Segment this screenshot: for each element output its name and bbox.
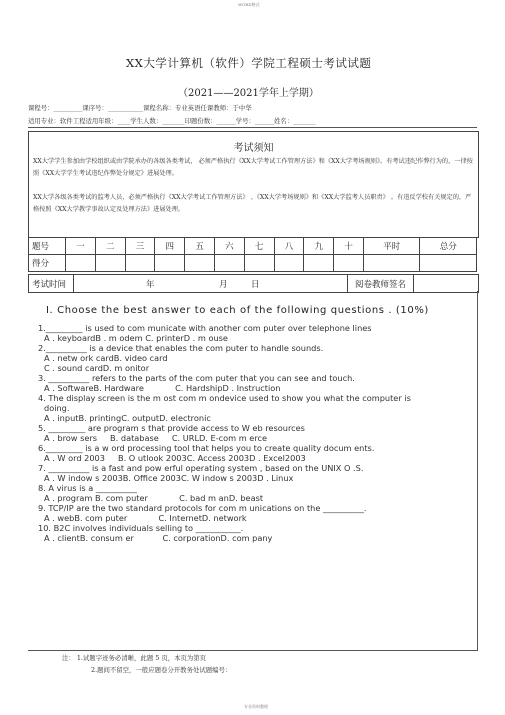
col-7: 七 xyxy=(244,238,274,255)
footer-rule xyxy=(28,650,477,651)
col-9: 九 xyxy=(304,238,334,255)
notice-paragraph-1: XX大学学生参加由学校组织或由学院承办的各级各类考试， 必须严格执行《XX大学考试工作管理方法》和《XX大学考场规则》。有考试违纪作弊行为的，一律按照《XX大学学生考试违纪作弊处分规定》进展处理。 xyxy=(33,158,473,177)
question-options: A . keyboardB . m odem C. printerD . m ouse xyxy=(44,333,228,343)
score-cell[interactable] xyxy=(185,255,215,272)
score-cell[interactable] xyxy=(420,255,477,272)
col-5: 五 xyxy=(185,238,215,255)
page-right-rule xyxy=(477,291,478,651)
exam-time-row xyxy=(28,274,479,293)
score-cell[interactable] xyxy=(244,255,274,272)
col-2: 二 xyxy=(95,238,125,255)
term: （2021——2021学年上学期） xyxy=(178,88,319,99)
score-cell[interactable] xyxy=(95,255,125,272)
question-options: A . brow sers B. database C. URLD. E-com m erce xyxy=(44,433,268,443)
notice-paragraph-2: XX大学各级各类考试的监考人员，必须严格执行《XX大学考试工作管理方法》 、《XX大学考场规则》和《XX大学监考人员职责》 。有违反学校有关规定的，严格按照《XX大学教学事故认定及处理方法》进展处理。 xyxy=(33,194,472,213)
question-options: C . sound cardD. m onitor xyxy=(44,363,150,373)
score-cell[interactable] xyxy=(304,255,334,272)
question-options: A . W indow s 2003B. Office 2003C. W indow s 2003D . Linux xyxy=(44,473,294,483)
col-8: 八 xyxy=(274,238,304,255)
question-options: A . netw ork cardB. video card xyxy=(44,353,168,363)
meta-line-1: 课程号：_________课序号：___________课程名称：专业英语任课教师：于中华 xyxy=(28,104,252,112)
teacher-sign-label: 阅卷教师签名 xyxy=(355,280,407,290)
meta-line-2: 适用专业：软件工程适用年级：____学生人数：_______印题份数：______学号：______姓名：_______ xyxy=(28,117,316,125)
question-stem: 9. TCP/IP are the two standard protocols for com m unications on the __________. xyxy=(38,503,367,513)
footer-mark: 专业资料整理 xyxy=(244,704,268,709)
notice-box xyxy=(28,131,479,238)
col-10: 十 xyxy=(334,238,364,255)
score-row xyxy=(29,255,477,272)
score-cell[interactable] xyxy=(363,255,419,272)
question-options: A . SoftwareB. Hardware C. HardshipD . Instruction xyxy=(44,383,281,393)
score-cell[interactable] xyxy=(125,255,155,272)
col-4: 四 xyxy=(155,238,185,255)
month-label: 月 xyxy=(219,280,228,290)
question-stem: 5. _________ are program s that provide access to W eb resources xyxy=(38,423,305,433)
note-1: 注： 1.试题字迹务必清晰，此题 5 页，本页为第页 xyxy=(62,654,207,662)
divider xyxy=(413,274,414,293)
score-cell[interactable] xyxy=(66,255,96,272)
question-options: A . inputB. printingC. outputD. electronic xyxy=(44,413,211,423)
section-heading: I. Choose the best answer to each of the following questions . (10%) xyxy=(46,305,429,316)
question-options: A . webB. com puter C. InternetD. network xyxy=(44,513,247,523)
col-total: 总分 xyxy=(420,238,477,255)
question-stem: 6._________ is a w ord processing tool that helps you to create quality docum ents. xyxy=(38,443,375,453)
question-stem: 10. B2C involves individuals selling to ___________. xyxy=(38,523,244,533)
header-mark: WORD格式 xyxy=(238,2,260,7)
col-regular: 平时 xyxy=(363,238,419,255)
notice-heading: 考试须知 xyxy=(233,143,274,154)
score-table xyxy=(28,237,477,272)
question-stem: 2.__________ is a device that enables the com puter to handle sounds. xyxy=(38,343,324,353)
col-1: 一 xyxy=(66,238,96,255)
exam-time-label: 考试时间 xyxy=(32,280,67,290)
exam-title: XX大学计算机（软件）学院工程硕士考试试题 xyxy=(126,56,372,70)
year-label: 年 xyxy=(146,280,155,290)
header-rule xyxy=(28,127,477,128)
question-stem: 1._________ is used to com municate with another com puter over telephone lines xyxy=(38,323,372,333)
day-label: 日 xyxy=(251,280,260,290)
question-options: A . W ord 2003 B. O utlook 2003C. Access 2003D . Excel2003 xyxy=(44,453,306,463)
question-number-label: 题号 xyxy=(29,238,66,255)
score-cell[interactable] xyxy=(155,255,185,272)
note-2: 2.题间不留空，一般应题卷分开教务处试题编号： xyxy=(91,666,232,674)
question-stem: 4. The display screen is the m ost com m ondevice used to show you what the computer is xyxy=(38,393,411,403)
score-cell[interactable] xyxy=(214,255,244,272)
question-options: A . program B. com puter C. bad m anD. beast xyxy=(44,493,264,503)
score-label: 得分 xyxy=(29,255,66,272)
divider xyxy=(347,274,348,293)
question-stem: 3. __________ refers to the parts of the com puter that you can see and touch. xyxy=(38,373,355,383)
question-stem: 7. __________ is a fast and pow erful operating system , based on the UNIX O .S. xyxy=(38,463,364,473)
question-options: A . clientB. consum er C. corporationD. com pany xyxy=(44,533,273,543)
score-header-row xyxy=(29,238,477,255)
col-6: 六 xyxy=(214,238,244,255)
question-options: doing. xyxy=(44,403,70,413)
score-cell[interactable] xyxy=(274,255,304,272)
divider xyxy=(73,274,74,293)
question-stem: 8. A virus is a __________ xyxy=(38,483,137,493)
score-cell[interactable] xyxy=(334,255,364,272)
col-3: 三 xyxy=(125,238,155,255)
question-list xyxy=(38,323,468,543)
